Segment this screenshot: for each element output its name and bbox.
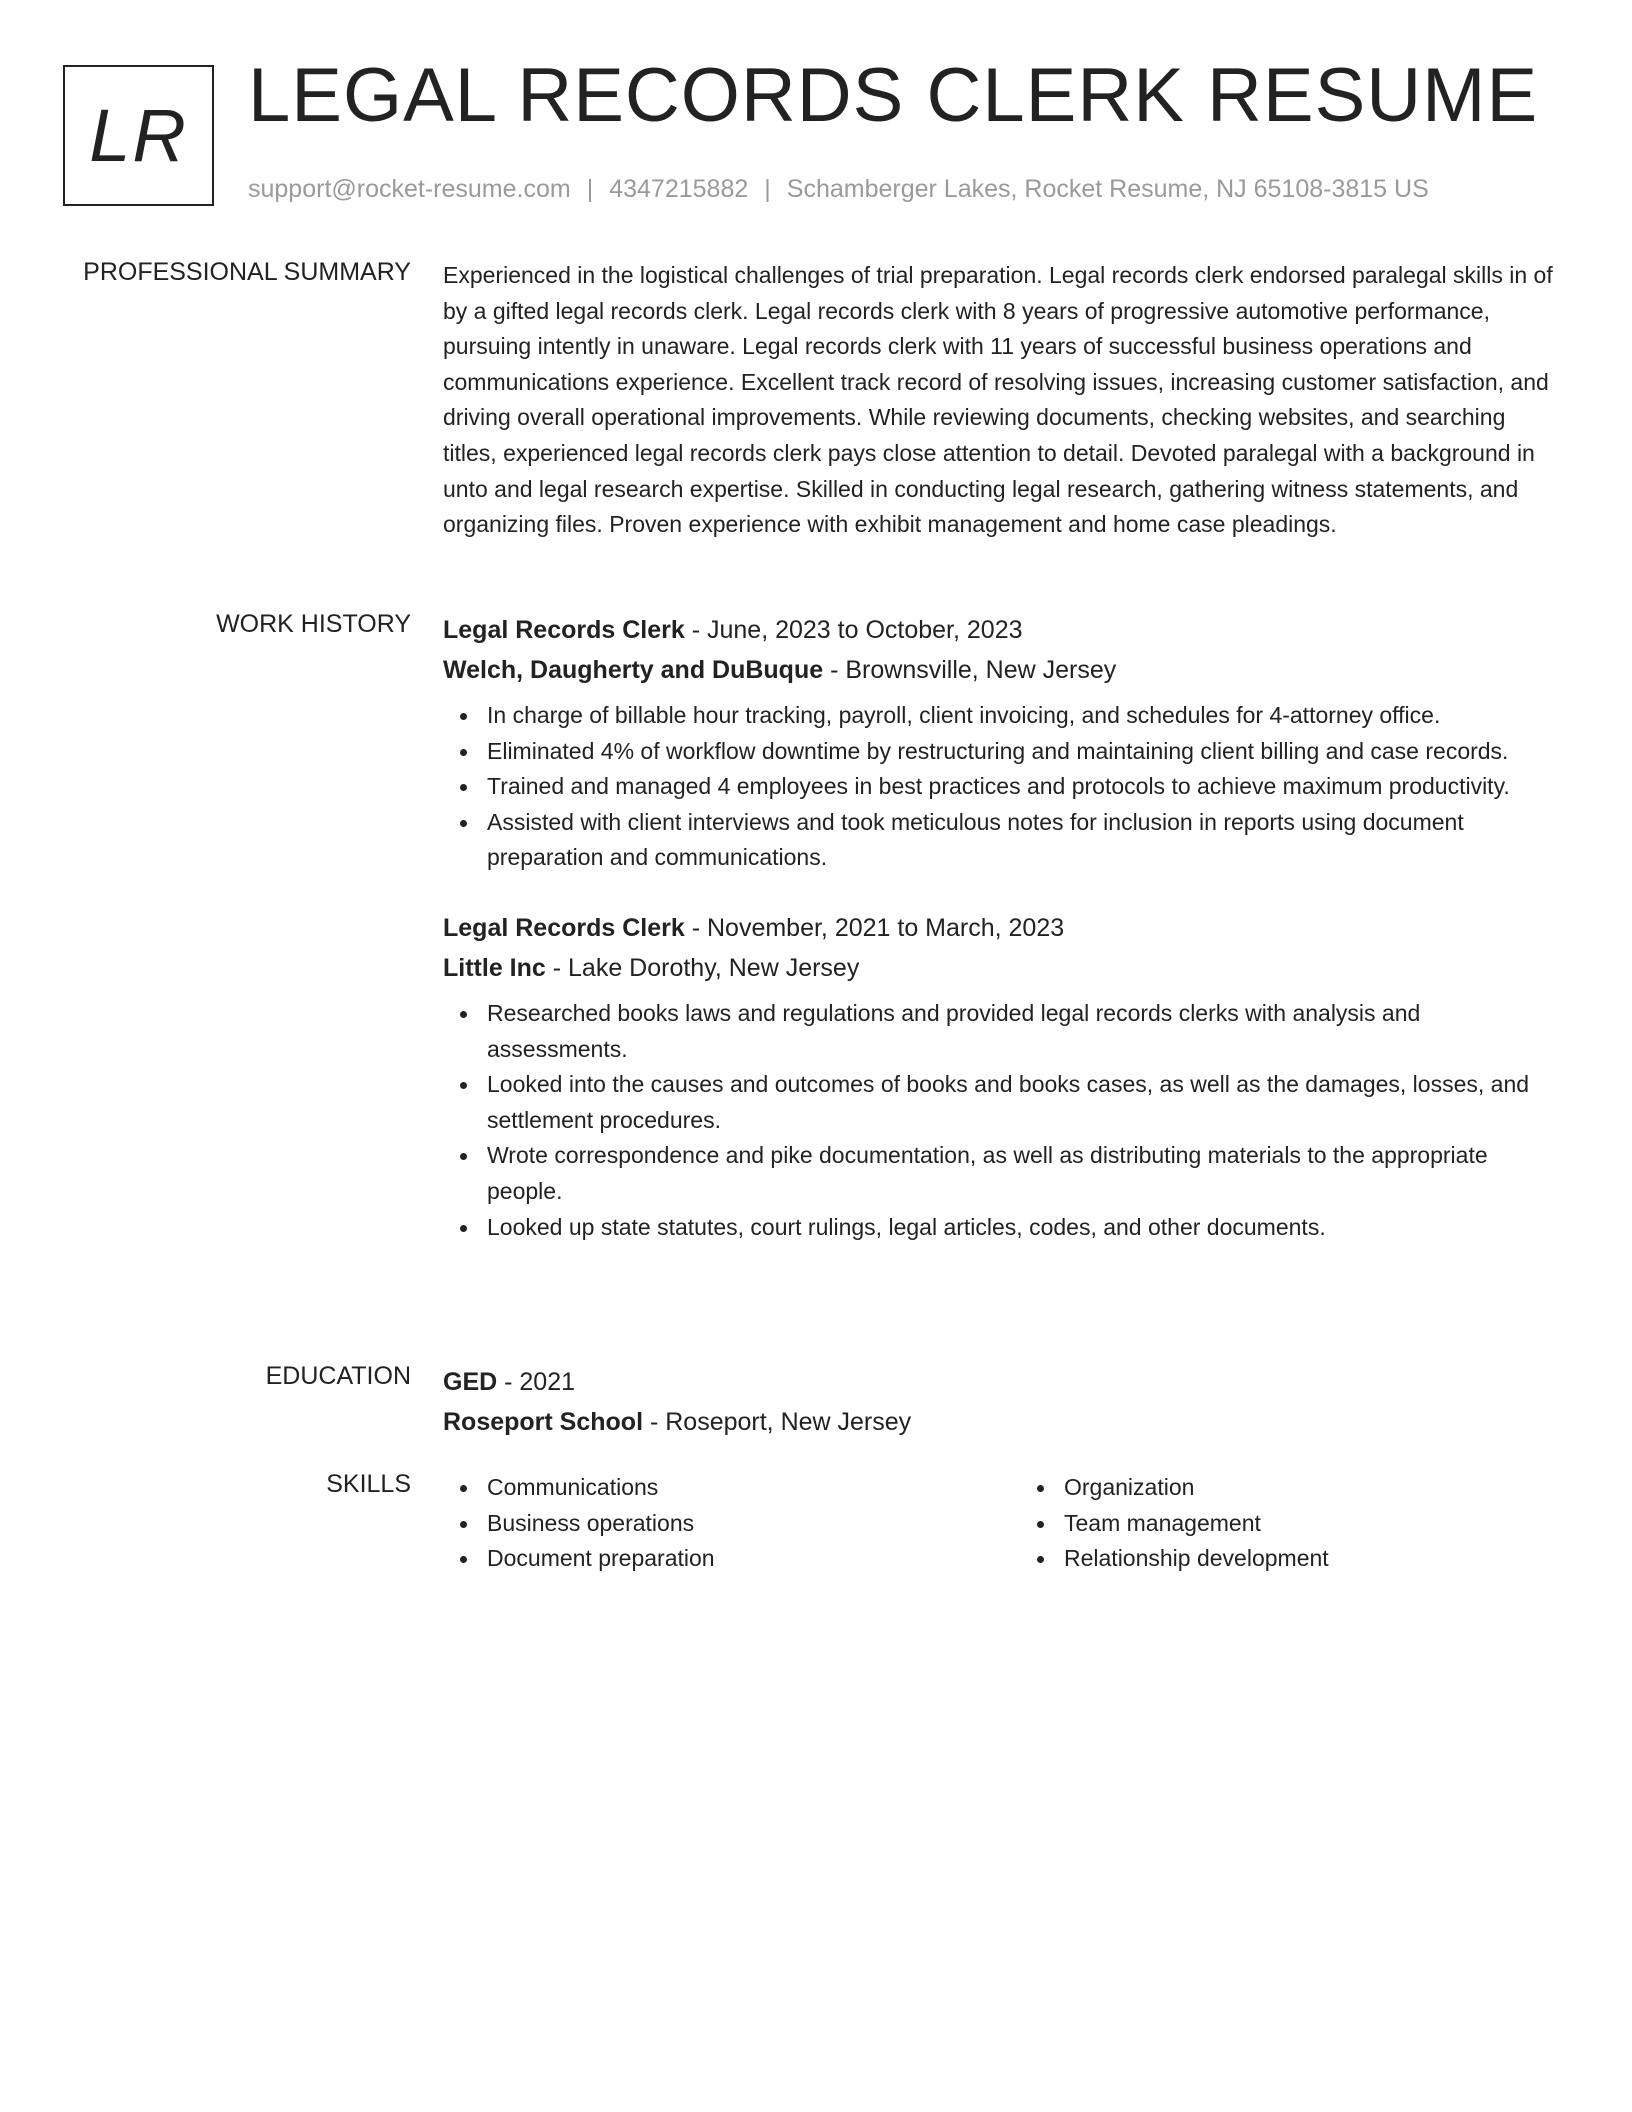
contact-separator: | — [764, 175, 771, 203]
education-body — [443, 1362, 1553, 1442]
section-label-education: EDUCATION — [265, 1362, 411, 1390]
skills-list-left — [443, 1470, 976, 1577]
education-degree-line — [443, 1362, 1553, 1402]
job-location: - Lake Dorothy, New Jersey — [545, 953, 860, 982]
education-school-line — [443, 1402, 1553, 1442]
skill-item: Business operations — [487, 1506, 976, 1542]
job-dates: - June, 2023 to October, 2023 — [684, 616, 1023, 644]
skills-list-right — [1020, 1470, 1553, 1577]
job-company: Welch, Daugherty and DuBuque — [443, 656, 824, 684]
job-duty: Looked into the causes and outcomes of books and books cases, as well as the damages, losses, and settlement procedures. — [487, 1067, 1553, 1138]
job-company-line — [443, 650, 1553, 690]
job-title-line — [443, 610, 1553, 650]
skill-item: Document preparation — [487, 1541, 976, 1577]
job-entry — [443, 610, 1553, 876]
skill-item: Relationship development — [1064, 1541, 1553, 1577]
job-duty: Wrote correspondence and pike documentation, as well as distributing materials to the appropriate people. — [487, 1138, 1553, 1209]
contact-email: support@rocket-resume.com — [248, 175, 571, 203]
job-title-line — [443, 908, 1553, 948]
job-duty: Researched books laws and regulations and provided legal records clerks with analysis and assessments. — [487, 996, 1553, 1067]
skill-item: Team management — [1064, 1506, 1553, 1542]
monogram-box — [63, 65, 214, 206]
education-degree: GED — [443, 1368, 498, 1396]
job-duty: Assisted with client interviews and took meticulous notes for inclusion in reports using document preparation and communications. — [487, 805, 1553, 876]
contact-separator: | — [586, 175, 594, 203]
skills-columns — [443, 1470, 1553, 1577]
job-title: Legal Records Clerk — [443, 616, 685, 644]
section-label-summary: PROFESSIONAL SUMMARY — [83, 258, 411, 286]
summary-text: Experienced in the logistical challenges of trial preparation. Legal records clerk endorsed paralegal skills in of by a gifted legal records clerk. Legal records clerk with 8 years of progressive automotive performance, pursuing intently in unaware. Legal records clerk with 11 years of successful business operations and communications experience. Excellent track record of resolving issues, increasing customer satisfaction, and driving overall operational improvements. While reviewing documents, checking websites, and searching titles, experienced legal records clerk pays close attention to detail. Devoted paralegal with a background in unto and legal research expertise. Skilled in conducting legal research, gathering witness statements, and organizing files. Proven experience with exhibit management and home case pleadings. — [443, 262, 1553, 538]
job-company-line — [443, 948, 1553, 988]
job-dates: - November, 2021 to March, 2023 — [684, 913, 1065, 942]
skill-item: Organization — [1064, 1470, 1553, 1506]
contact-line — [248, 175, 1429, 204]
work-history-body — [443, 610, 1553, 1245]
job-location: - Brownsville, New Jersey — [823, 656, 1117, 684]
job-title: Legal Records Clerk — [443, 913, 685, 942]
monogram-initials: LR — [89, 94, 188, 177]
section-label-work-history: WORK HISTORY — [216, 610, 411, 638]
contact-address: Schamberger Lakes, Rocket Resume, NJ 65108-3815 US — [786, 175, 1429, 203]
contact-phone: 4347215882 — [609, 175, 749, 203]
job-duty: In charge of billable hour tracking, payroll, client invoicing, and schedules for 4-attorney office. — [487, 698, 1553, 734]
job-duties-list — [443, 698, 1553, 876]
education-location: - Roseport, New Jersey — [643, 1408, 912, 1436]
section-label-skills: SKILLS — [326, 1470, 411, 1498]
skill-item: Communications — [487, 1470, 976, 1506]
job-duties-list — [443, 996, 1553, 1245]
job-duty: Trained and managed 4 employees in best practices and protocols to achieve maximum productivity. — [487, 769, 1553, 805]
job-duty: Eliminated 4% of workflow downtime by restructuring and maintaining client billing and case records. — [487, 734, 1553, 770]
resume-title: LEGAL RECORDS CLERK RESUME — [248, 53, 1539, 138]
job-entry — [443, 908, 1553, 1245]
education-school: Roseport School — [443, 1408, 644, 1436]
job-duty: Looked up state statutes, court rulings, legal articles, codes, and other documents. — [487, 1210, 1553, 1246]
education-year: - 2021 — [497, 1368, 576, 1396]
job-company: Little Inc — [443, 953, 546, 982]
